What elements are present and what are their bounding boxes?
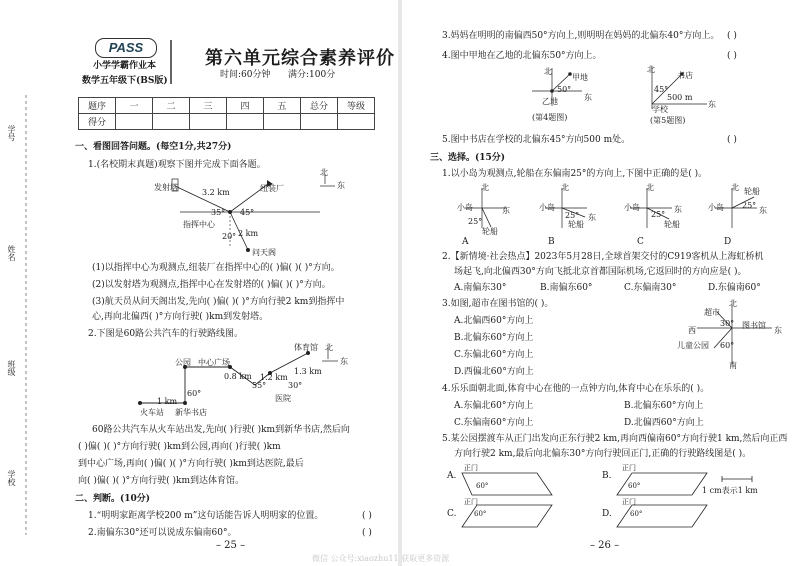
east-label: 东 bbox=[337, 181, 345, 190]
opt-d-north: 北 bbox=[731, 183, 739, 192]
choice3-opt-c[interactable]: C.东偏北60°方向上 bbox=[454, 350, 534, 360]
question2-stem: 2.下图是60路公共汽车的行驶路线图。 bbox=[88, 329, 244, 339]
judge1-text: 1.“明明家距离学校200 m”这句话能告诉人明明家的位置。 bbox=[88, 511, 324, 521]
opt-a-island: 小岛 bbox=[457, 203, 473, 212]
opt-c-gate: 正门 bbox=[464, 498, 478, 506]
distance-0.8km: 0.8 km bbox=[224, 372, 252, 381]
opt-b-angle: 60° bbox=[628, 482, 641, 490]
c3-east: 东 bbox=[774, 326, 782, 335]
q1-part3-line1: (3)航天员从问天阁出发,先向( )偏( )( )°方向行驶2 km到指挥中 bbox=[92, 297, 345, 307]
park-label: 公园 bbox=[175, 358, 191, 367]
angle-60-label: 60° bbox=[187, 389, 202, 398]
choice3-opt-d[interactable]: D.西偏北60°方向上 bbox=[454, 367, 534, 377]
pass-logo: PASS bbox=[95, 38, 157, 58]
launch-tower-label: 发射塔 bbox=[154, 183, 178, 192]
distance-1.2km: 1.2 km bbox=[260, 373, 288, 382]
page-title: 第六单元综合素养评价 bbox=[205, 48, 395, 69]
time-limit: 时间:60分钟 bbox=[220, 70, 271, 80]
fig4-jia: 甲地 bbox=[572, 73, 588, 82]
fig4-yi: 乙地 bbox=[542, 97, 558, 106]
opt-c-angle: 60° bbox=[474, 510, 487, 518]
angle-45-label: 45° bbox=[240, 208, 255, 217]
c3-west: 西 bbox=[688, 326, 696, 335]
judge5-text: 5.图中书店在学校的北偏东45°方向500 m处。 bbox=[442, 135, 631, 145]
factory-label: 纽装厂 bbox=[260, 184, 284, 193]
opt-d-letter[interactable]: D bbox=[724, 237, 732, 247]
score-input-cell[interactable] bbox=[264, 114, 301, 130]
opt-c-letter[interactable]: C bbox=[637, 237, 644, 247]
table-cell: 等级 bbox=[338, 98, 375, 114]
opt-a-angle: 60° bbox=[476, 482, 489, 490]
q2-text-line3: 到中心广场,再向( )偏( )( )°方向行驶( )km到达医院,最后 bbox=[78, 459, 304, 469]
judge3-text: 3.妈妈在明明的南偏西50°方向上,则明明在妈妈的北偏东40°方向上。 bbox=[442, 31, 720, 41]
choice1-stem: 1.以小岛为观测点,轮船在东偏南25°的方向上,下图中正确的是( )。 bbox=[442, 169, 708, 179]
c3-angle-30: 30° bbox=[720, 319, 735, 328]
fig5-caption: (第5题图) bbox=[650, 116, 686, 125]
c3-market: 超市 bbox=[704, 308, 720, 317]
grade-label: 数学五年级下(BS版) bbox=[82, 76, 168, 86]
score-input-cell[interactable] bbox=[153, 114, 190, 130]
fig4-north: 北 bbox=[544, 67, 552, 76]
fig5-north: 北 bbox=[647, 65, 655, 74]
bookstore-label: 新华书店 bbox=[175, 408, 207, 417]
opt-b-east: 东 bbox=[588, 213, 596, 222]
page-number-left: – 25 – bbox=[216, 540, 246, 551]
watermark: 微信 公众号:xiaozhu11 获取更多资源 bbox=[312, 554, 450, 563]
choice3-stem: 3.如图,超市在图书馆的( )。 bbox=[442, 299, 554, 309]
opt-c-island: 小岛 bbox=[624, 203, 640, 212]
q1-part3-line2: 心,再向北偏西( )°方向行驶( )km到发射塔。 bbox=[92, 312, 269, 322]
c3-park: 儿童公园 bbox=[677, 341, 709, 350]
opt-a-gate: 正门 bbox=[464, 464, 478, 472]
judge5-answer[interactable]: ( ) bbox=[727, 135, 737, 145]
score-input-cell[interactable] bbox=[227, 114, 264, 130]
wentian-label: 问天阁 bbox=[252, 248, 276, 257]
table-cell: 四 bbox=[227, 98, 264, 114]
opt-b-ship: 轮船 bbox=[568, 220, 584, 229]
choice5-stem-line1: 5.某公园摆渡车从正门出发向正东行驶2 km,再向西偏南60°方向行驶1 km,然后向正西 bbox=[442, 434, 788, 444]
opt-c-ship: 轮船 bbox=[664, 220, 680, 229]
left-page bbox=[0, 0, 398, 566]
judge3-answer[interactable]: ( ) bbox=[727, 31, 737, 41]
opt-d-angle: 25° bbox=[742, 201, 757, 210]
question1-stem: 1.(名校期末真题)观察下图并完成下面各题。 bbox=[88, 160, 266, 170]
q1-part2: (2)以发射塔为观测点,指挥中心在发射塔的( )偏( )( )°方向。 bbox=[92, 280, 331, 290]
distance-1km: 1 km bbox=[157, 397, 178, 406]
north-label-2: 北 bbox=[325, 343, 333, 352]
c3-south: 南 bbox=[729, 361, 737, 370]
choice2-opt-a[interactable]: A.南偏东30° bbox=[454, 283, 507, 293]
opt-a-angle: 25° bbox=[468, 217, 483, 226]
judge1-answer[interactable]: ( ) bbox=[362, 511, 372, 521]
fig5-school: 学校 bbox=[652, 105, 668, 114]
choice4-opt-d[interactable]: D.北偏西60°方向上 bbox=[624, 418, 704, 428]
opt-d-gate: 正门 bbox=[622, 498, 636, 506]
distance-2km-label: 2 km bbox=[238, 229, 259, 238]
opt-a-letter[interactable]: A bbox=[462, 237, 469, 247]
class-label: 班级 bbox=[7, 360, 16, 376]
score-table bbox=[78, 97, 375, 130]
judge4-answer[interactable]: ( ) bbox=[727, 51, 737, 61]
opt-d-island: 小岛 bbox=[708, 203, 724, 212]
choice4-stem: 4.乐乐面朝北面,体育中心在他的一点钟方向,体育中心在乐乐的( )。 bbox=[442, 384, 710, 394]
q2-text-line4: 向( )偏( )( )°方向行驶( )km到达体育馆。 bbox=[78, 476, 245, 486]
choice5-stem-line2: 方向行驶2 km,最后向北偏东30°方向行驶回正门,正确的行驶路线图是( )。 bbox=[454, 449, 752, 459]
fig5-east: 东 bbox=[708, 100, 716, 109]
student-name-label: 姓名 bbox=[7, 245, 16, 261]
c3-library: 图书馆 bbox=[742, 321, 766, 330]
score-table-header-row bbox=[79, 98, 375, 114]
score-input-cell[interactable] bbox=[338, 114, 375, 130]
distance-label: 3.2 km bbox=[202, 188, 230, 197]
q1-part1: (1)以指挥中心为观测点,纽装厂在指挥中心的( )偏( )( )°方向。 bbox=[92, 263, 340, 273]
c3-angle-60: 60° bbox=[720, 341, 735, 350]
section3-heading: 三、选择。(15分) bbox=[430, 153, 506, 163]
east-label-2: 东 bbox=[340, 357, 348, 366]
scale-label: 1 cm表示1 km bbox=[702, 486, 758, 495]
choice5-opt-a[interactable]: A. bbox=[447, 471, 457, 481]
c3-north: 北 bbox=[729, 299, 737, 308]
student-info-strip bbox=[4, 95, 32, 535]
choice3-opt-a[interactable]: A.北偏西60°方向上 bbox=[454, 316, 534, 326]
distance-1.3km: 1.3 km bbox=[294, 367, 322, 376]
fig5-distance: 500 m bbox=[667, 93, 693, 102]
table-cell: 题序 bbox=[79, 98, 116, 114]
opt-c-east: 东 bbox=[674, 205, 682, 214]
choice4-opt-b[interactable]: B.北偏东60°方向上 bbox=[624, 401, 704, 411]
angle-35-label: 35° bbox=[211, 208, 226, 217]
choice2-stem-line1: 2.【新情境·社会热点】2023年5月28日,全球首架交付的C919客机从上海虹桥机 bbox=[442, 252, 764, 262]
choice5-opt-c[interactable]: C. bbox=[447, 509, 457, 519]
opt-b-island: 小岛 bbox=[539, 203, 555, 212]
scale-bar bbox=[722, 476, 762, 482]
table-cell: 二 bbox=[153, 98, 190, 114]
table-cell: 得分 bbox=[79, 114, 116, 130]
command-center-label: 指挥中心 bbox=[183, 220, 215, 229]
opt-a-ship: 轮船 bbox=[482, 227, 498, 236]
opt-c-north: 北 bbox=[646, 183, 654, 192]
angle-55-label: 55° bbox=[252, 381, 267, 390]
opt-d-ship: 轮船 bbox=[744, 187, 760, 196]
opt-d-angle: 60° bbox=[630, 510, 643, 518]
opt-a-east: 东 bbox=[502, 206, 510, 215]
q2-text-line2: ( )偏( )( )°方向行驶( )km到公园,再向( )行驶( )km bbox=[78, 442, 281, 452]
judge4-text: 4.图中甲地在乙地的北偏东50°方向上。 bbox=[442, 51, 602, 61]
table-cell: 三 bbox=[190, 98, 227, 114]
fig4-east: 东 bbox=[584, 93, 592, 102]
fig5-angle: 45° bbox=[654, 85, 669, 94]
full-score: 满分:100分 bbox=[288, 70, 336, 80]
choice2-opt-d[interactable]: D.东偏南60° bbox=[708, 283, 761, 293]
table-cell: 一 bbox=[116, 98, 153, 114]
angle-20-label: 20° bbox=[222, 232, 237, 241]
school-label: 学校 bbox=[7, 470, 16, 486]
central-square-label: 中心广场 bbox=[198, 358, 230, 367]
judge2-text: 2.南偏东30°还可以说成东偏南60°。 bbox=[88, 528, 237, 538]
train-station-label: 火车站 bbox=[140, 408, 164, 417]
section1-heading: 一、看图回答问题。(每空1分,共27分) bbox=[75, 142, 232, 152]
choice5-opt-d[interactable]: D. bbox=[602, 509, 612, 519]
opt-b-gate: 正门 bbox=[622, 464, 636, 472]
opt-b-angle: 25° bbox=[565, 211, 580, 220]
hospital-label: 医院 bbox=[275, 394, 291, 403]
series-name: 小学学霸作业本 bbox=[93, 61, 157, 71]
fold-line bbox=[4, 95, 32, 535]
choice3-opt-b[interactable]: B.北偏东60°方向上 bbox=[454, 333, 534, 343]
judge2-answer[interactable]: ( ) bbox=[362, 528, 372, 538]
header-divider bbox=[170, 40, 172, 84]
fig5-shop: 书店 bbox=[677, 71, 693, 80]
choice4-opt-c[interactable]: C.东偏南60°方向上 bbox=[454, 418, 534, 428]
opt-b-north: 北 bbox=[561, 183, 569, 192]
student-id-label: 学号 bbox=[7, 125, 16, 141]
q2-text-line1: 60路公共汽车从火车站出发,先向( )行驶( )km到新华书店,然后向 bbox=[92, 425, 350, 435]
opt-c-angle: 25° bbox=[651, 210, 666, 219]
score-table-score-row bbox=[79, 114, 375, 130]
fig4-caption: (第4题图) bbox=[532, 113, 568, 122]
choice2-opt-c[interactable]: C.东偏南30° bbox=[624, 283, 677, 293]
section2-heading: 二、判断。(10分) bbox=[75, 494, 151, 504]
table-cell: 总分 bbox=[301, 98, 338, 114]
opt-d-east: 东 bbox=[759, 206, 767, 215]
choice2-opt-b[interactable]: B.南偏东60° bbox=[540, 283, 593, 293]
angle-30-label: 30° bbox=[288, 381, 303, 390]
opt-a-north: 北 bbox=[481, 183, 489, 192]
table-cell: 五 bbox=[264, 98, 301, 114]
score-input-cell[interactable] bbox=[301, 114, 338, 130]
score-input-cell[interactable] bbox=[190, 114, 227, 130]
stadium-label: 体育馆 bbox=[294, 343, 318, 352]
opt-b-letter[interactable]: B bbox=[548, 237, 555, 247]
score-input-cell[interactable] bbox=[116, 114, 153, 130]
fig4-angle: 50° bbox=[557, 85, 572, 94]
north-label: 北 bbox=[320, 168, 328, 177]
choice4-opt-a[interactable]: A.东偏北60°方向上 bbox=[454, 401, 534, 411]
page-number-right: – 26 – bbox=[590, 540, 620, 551]
choice2-stem-line2: 场起飞,向北偏西30°方向飞抵北京首都国际机场,它返回时的方向应是( )。 bbox=[454, 267, 747, 277]
choice5-opt-b[interactable]: B. bbox=[602, 471, 612, 481]
